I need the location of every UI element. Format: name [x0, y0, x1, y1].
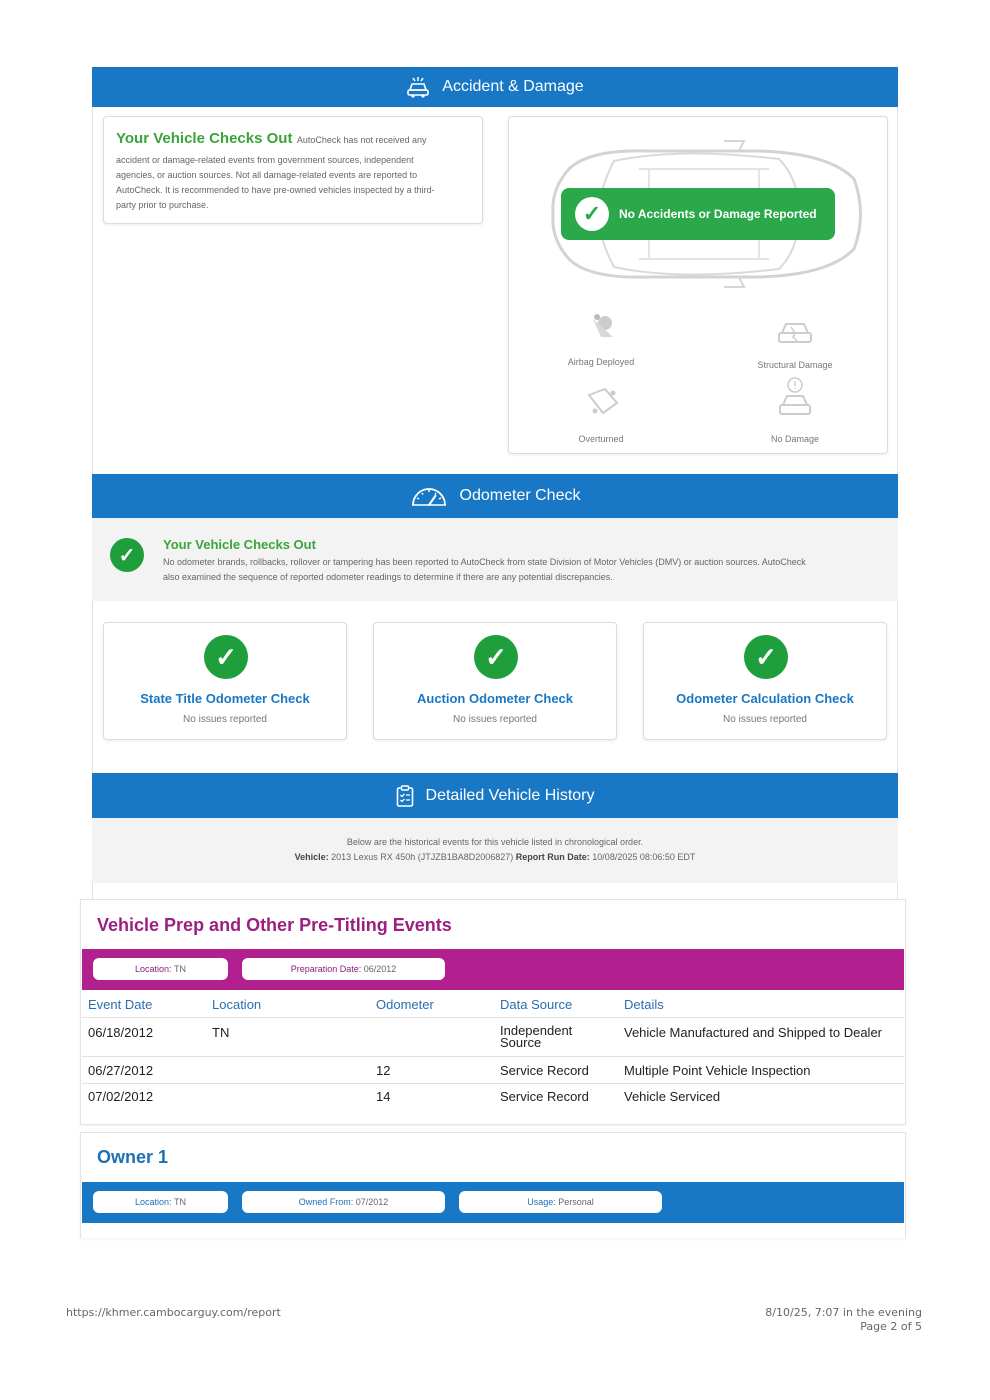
cell-details: Multiple Point Vehicle Inspection [624, 1063, 811, 1078]
no-damage-icon [777, 377, 813, 419]
speedometer-icon [410, 485, 448, 507]
column-header-odometer: Odometer [376, 997, 434, 1012]
history-header-title: Detailed Vehicle History [425, 786, 595, 804]
column-header-event-date: Event Date [88, 997, 153, 1012]
cell-location: TN [212, 1025, 230, 1040]
damage-diagram-card [508, 116, 888, 454]
column-header-details: Details [624, 997, 664, 1012]
cell-data-source: Service Record [500, 1063, 589, 1078]
owner-location-value: TN [174, 1197, 187, 1207]
odometer-card-status: No issues reported [723, 714, 807, 725]
odometer-card-auction [373, 622, 617, 740]
accident-intro-card [103, 116, 483, 224]
car-damage-icon [406, 76, 430, 98]
checkmark-icon: ✓ [575, 197, 609, 231]
footer-page-number: Page 2 of 5 [860, 1320, 922, 1333]
odometer-intro-body-2: also examined the sequence of reported odometer readings to determine if there are any potential discrepancies. [163, 572, 613, 582]
prep-location-label: Location: [134, 964, 172, 974]
vehicle-value: 2013 Lexus RX 450h (JTJZB1BA8D2006827) [331, 852, 514, 862]
table-divider [82, 1017, 904, 1018]
accident-intro-body-4: AutoCheck. It is recommended to have pre-owned vehicles inspected by a third- [116, 185, 435, 195]
odometer-card-state-title [103, 622, 347, 740]
history-intro-panel [92, 818, 898, 883]
owner-location-label: Location: [134, 1197, 172, 1207]
owned-from-pill [242, 1191, 445, 1213]
footer-datetime: 8/10/25, 7:07 in the evening [765, 1306, 922, 1319]
airbag-icon [587, 311, 619, 343]
cell-data-source: Service Record [500, 1089, 589, 1104]
usage-label: Usage: [527, 1197, 556, 1207]
accident-intro-body-2: accident or damage-related events from government sources, independent [116, 155, 414, 165]
owner-panel-title: Owner 1 [97, 1147, 169, 1167]
odometer-card-title: Auction Odometer Check [416, 691, 574, 706]
accident-intro-body-1: AutoCheck has not received any [296, 135, 427, 145]
odometer-card-status: No issues reported [183, 714, 267, 725]
no-damage-badge-label: No Accidents or Damage Reported [619, 207, 817, 221]
odometer-card-status: No issues reported [453, 714, 537, 725]
clipboard-icon [396, 785, 414, 807]
cell-event-date: 06/27/2012 [88, 1063, 154, 1078]
history-spacer [92, 883, 898, 899]
cell-odometer: 12 [376, 1063, 391, 1078]
prep-date-pill [242, 958, 445, 980]
run-date-label: Report Run Date: [515, 852, 590, 862]
no-damage-badge [561, 188, 835, 240]
accident-header-title: Accident & Damage [442, 78, 584, 95]
cell-event-date: 07/02/2012 [88, 1089, 154, 1104]
accident-section-header [92, 67, 898, 107]
prep-date-value: 06/2012 [363, 964, 397, 974]
airbag-label: Airbag Deployed [567, 357, 635, 367]
check-circle-icon: ✓ [474, 635, 518, 679]
structural-damage-icon [777, 319, 813, 347]
prep-date-label: Preparation Date: [290, 964, 362, 974]
cell-event-date: 06/18/2012 [88, 1025, 154, 1040]
odometer-section-header [92, 474, 898, 518]
overturned-label: Overturned [578, 434, 624, 444]
accident-intro-title: Your Vehicle Checks Out [116, 130, 293, 147]
footer-url: https://khmer.cambocarguy.com/report [66, 1306, 281, 1319]
odometer-card-title: State Title Odometer Check [140, 691, 310, 706]
odometer-intro-panel [92, 518, 898, 601]
odometer-card-calculation [643, 622, 887, 740]
cell-details: Vehicle Serviced [624, 1089, 721, 1104]
structural-damage-label: Structural Damage [757, 360, 833, 370]
prep-panel-title: Vehicle Prep and Other Pre-Titling Events [97, 915, 452, 935]
odometer-header-title: Odometer Check [459, 487, 581, 504]
no-damage-label: No Damage [770, 434, 820, 444]
odometer-intro-title: Your Vehicle Checks Out [163, 537, 316, 552]
usage-value: Personal [558, 1197, 594, 1207]
odometer-card-title: Odometer Calculation Check [676, 691, 854, 706]
history-section-header [92, 773, 898, 818]
accident-intro-body-3: agencies, or auction sources. Not all damage-related events are reported to [116, 170, 418, 180]
vehicle-label: Vehicle: [294, 852, 329, 862]
cell-data-source-line-1: Independent [500, 1023, 573, 1038]
cell-data-source-line-2: Source [500, 1035, 542, 1050]
owned-from-value: 07/2012 [355, 1197, 389, 1207]
run-date-value: 10/08/2025 08:06:50 EDT [592, 852, 696, 862]
table-divider [82, 1083, 904, 1084]
prep-location-pill [93, 958, 228, 980]
prep-location-value: TN [174, 964, 187, 974]
column-header-location: Location [212, 997, 262, 1012]
odometer-intro-body-1: No odometer brands, rollbacks, rollover or tampering has been reported to AutoCheck from state Division of Motor Vehicles (DMV) or auction sources. AutoCheck [163, 557, 806, 567]
odometer-intro-check-icon: ✓ [110, 538, 144, 572]
owner-location-pill [93, 1191, 228, 1213]
cell-odometer: 14 [376, 1089, 391, 1104]
column-header-data-source: Data Source [500, 997, 573, 1012]
accident-intro-body-5: party prior to purchase. [116, 200, 209, 210]
history-intro-line: Below are the historical events for this vehicle listed in chronological order. [346, 837, 644, 847]
prep-events-panel [80, 899, 906, 1125]
check-circle-icon: ✓ [744, 635, 788, 679]
check-circle-icon: ✓ [204, 635, 248, 679]
usage-pill [459, 1191, 662, 1213]
cell-data-source [500, 1025, 572, 1049]
cell-details: Vehicle Manufactured and Shipped to Dealer [624, 1025, 883, 1040]
owned-from-label: Owned From: [298, 1197, 354, 1207]
table-divider [82, 1056, 904, 1057]
overturned-icon [585, 385, 621, 417]
